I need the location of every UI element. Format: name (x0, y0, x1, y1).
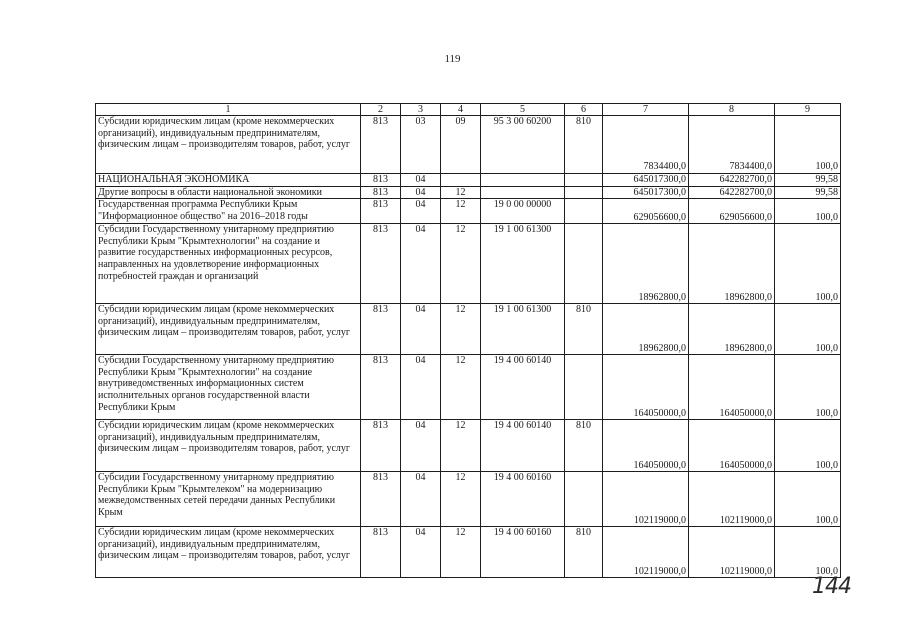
header-cell: 6 (565, 104, 603, 116)
subsection-code: 12 (441, 304, 481, 355)
planned-amount: 164050000,0 (603, 420, 689, 472)
item-name: Субсидии юридическим лицам (кроме некоммерческих организаций), индивидуальным предпринимателям, физическим лицам – производителям товаров, работ, услуг (96, 527, 361, 578)
execution-percent: 99,58 (775, 186, 841, 199)
ministry-code: 813 (361, 199, 401, 224)
planned-amount: 7834400,0 (603, 116, 689, 174)
executed-amount: 102119000,0 (689, 527, 775, 578)
ministry-code: 813 (361, 527, 401, 578)
table-row (96, 174, 841, 187)
item-name: Субсидии юридическим лицам (кроме некоммерческих организаций), индивидуальным предпринимателям, физическим лицам – производителям товаров, работ, услуг (96, 304, 361, 355)
subsection-code: 12 (441, 472, 481, 527)
executed-amount: 18962800,0 (689, 224, 775, 304)
ministry-code: 813 (361, 186, 401, 199)
item-name: Субсидии юридическим лицам (кроме некоммерческих организаций), индивидуальным предпринимателям, физическим лицам – производителям товаров, работ, услуг (96, 420, 361, 472)
expense-type: 810 (565, 304, 603, 355)
table-row (96, 420, 841, 472)
table-row (96, 224, 841, 304)
execution-percent: 100,0 (775, 224, 841, 304)
executed-amount: 164050000,0 (689, 355, 775, 420)
executed-amount: 642282700,0 (689, 186, 775, 199)
section-code: 04 (401, 527, 441, 578)
table-row (96, 472, 841, 527)
section-code: 04 (401, 199, 441, 224)
table-row (96, 199, 841, 224)
table-row (96, 186, 841, 199)
table-row (96, 527, 841, 578)
item-name: Другие вопросы в области национальной экономики (96, 186, 361, 199)
execution-percent: 99,58 (775, 174, 841, 187)
subsection-code: 12 (441, 224, 481, 304)
expense-type (565, 186, 603, 199)
subsection-code: 12 (441, 355, 481, 420)
executed-amount: 629056600,0 (689, 199, 775, 224)
section-code: 04 (401, 304, 441, 355)
execution-percent: 100,0 (775, 420, 841, 472)
item-name: Государственная программа Республики Крым "Информационное общество" на 2016–2018 годы (96, 199, 361, 224)
handwritten-page-number: 144 (812, 574, 851, 599)
header-cell: 8 (689, 104, 775, 116)
expense-type (565, 355, 603, 420)
ministry-code: 813 (361, 355, 401, 420)
ministry-code: 813 (361, 472, 401, 527)
target-article: 19 1 00 61300 (481, 224, 565, 304)
subsection-code: 12 (441, 186, 481, 199)
execution-percent: 100,0 (775, 527, 841, 578)
table-row (96, 304, 841, 355)
target-article (481, 174, 565, 187)
executed-amount: 18962800,0 (689, 304, 775, 355)
ministry-code: 813 (361, 116, 401, 174)
execution-percent: 100,0 (775, 199, 841, 224)
planned-amount: 18962800,0 (603, 304, 689, 355)
table-row (96, 355, 841, 420)
execution-percent: 100,0 (775, 116, 841, 174)
budget-table (95, 103, 841, 578)
planned-amount: 629056600,0 (603, 199, 689, 224)
item-name: Субсидии Государственному унитарному предприятию Республики Крым "Крымтелеком" на модернизацию межведомственных сетей передачи данных Республики Крым (96, 472, 361, 527)
executed-amount: 164050000,0 (689, 420, 775, 472)
expense-type (565, 199, 603, 224)
page-number: 119 (444, 53, 461, 65)
target-article: 95 3 00 60200 (481, 116, 565, 174)
section-code: 04 (401, 420, 441, 472)
item-name: Субсидии Государственному унитарному предприятию Республики Крым "Крымтехнологии" на создание и развитие государственных информационных ресурсов, направленных на удовлетворение информационных потребностей граждан и организаций (96, 224, 361, 304)
planned-amount: 645017300,0 (603, 174, 689, 187)
header-cell: 5 (481, 104, 565, 116)
header-cell: 3 (401, 104, 441, 116)
execution-percent: 100,0 (775, 355, 841, 420)
table-header-row (96, 104, 841, 116)
header-cell: 4 (441, 104, 481, 116)
planned-amount: 102119000,0 (603, 472, 689, 527)
execution-percent: 100,0 (775, 472, 841, 527)
executed-amount: 642282700,0 (689, 174, 775, 187)
subsection-code: 12 (441, 420, 481, 472)
section-code: 04 (401, 224, 441, 304)
expense-type (565, 224, 603, 304)
target-article: 19 4 00 60160 (481, 527, 565, 578)
expense-type: 810 (565, 420, 603, 472)
section-code: 04 (401, 186, 441, 199)
section-code: 04 (401, 355, 441, 420)
ministry-code: 813 (361, 420, 401, 472)
target-article (481, 186, 565, 199)
target-article: 19 4 00 60140 (481, 420, 565, 472)
section-code: 04 (401, 174, 441, 187)
target-article: 19 4 00 60160 (481, 472, 565, 527)
target-article: 19 4 00 60140 (481, 355, 565, 420)
header-cell: 2 (361, 104, 401, 116)
item-name: НАЦИОНАЛЬНАЯ ЭКОНОМИКА (96, 174, 361, 187)
ministry-code: 813 (361, 304, 401, 355)
section-code: 04 (401, 472, 441, 527)
target-article: 19 0 00 00000 (481, 199, 565, 224)
target-article: 19 1 00 61300 (481, 304, 565, 355)
subsection-code: 12 (441, 199, 481, 224)
item-name: Субсидии Государственному унитарному предприятию Республики Крым "Крымтехнологии" на создание внутриведомственных информационных систем исполнительных органов государственной власти Республики Крым (96, 355, 361, 420)
executed-amount: 7834400,0 (689, 116, 775, 174)
header-cell: 9 (775, 104, 841, 116)
section-code: 03 (401, 116, 441, 174)
planned-amount: 18962800,0 (603, 224, 689, 304)
expense-type (565, 174, 603, 187)
planned-amount: 645017300,0 (603, 186, 689, 199)
expense-type: 810 (565, 527, 603, 578)
subsection-code (441, 174, 481, 187)
ministry-code: 813 (361, 174, 401, 187)
item-name: Субсидии юридическим лицам (кроме некоммерческих организаций), индивидуальным предпринимателям, физическим лицам – производителям товаров, работ, услуг (96, 116, 361, 174)
planned-amount: 164050000,0 (603, 355, 689, 420)
subsection-code: 09 (441, 116, 481, 174)
header-cell: 7 (603, 104, 689, 116)
executed-amount: 102119000,0 (689, 472, 775, 527)
table-row (96, 116, 841, 174)
subsection-code: 12 (441, 527, 481, 578)
header-cell: 1 (96, 104, 361, 116)
ministry-code: 813 (361, 224, 401, 304)
planned-amount: 102119000,0 (603, 527, 689, 578)
execution-percent: 100,0 (775, 304, 841, 355)
expense-type (565, 472, 603, 527)
expense-type: 810 (565, 116, 603, 174)
